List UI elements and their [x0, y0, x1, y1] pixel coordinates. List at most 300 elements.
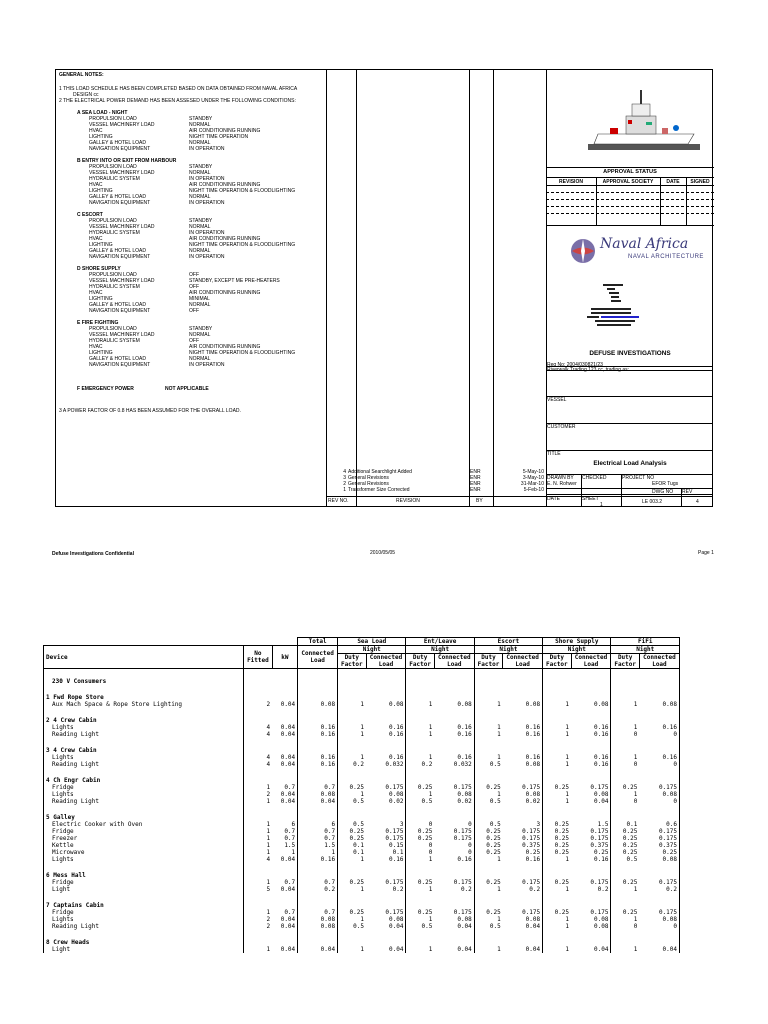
condition-value: IN OPERATION — [189, 254, 225, 260]
cell-value: 0.16 — [457, 731, 472, 738]
cell-value: 0 — [468, 821, 472, 828]
condition-item: PROPULSION LOAD — [89, 116, 137, 122]
cell-value: 1 — [406, 856, 434, 863]
dwg-label: DWG NO — [652, 489, 674, 495]
cell-value: 0.175 — [453, 828, 472, 835]
cell-value: 0.6 — [639, 821, 679, 828]
condition-value: NORMAL — [189, 224, 211, 230]
cell-value: 0.25 — [543, 842, 571, 849]
cell-value: 0.7 — [298, 879, 338, 886]
cell-value: 0.25 — [474, 784, 502, 791]
condition-item: VESSEL MACHINERY LOAD — [89, 224, 155, 230]
cell-value: 0.175 — [522, 835, 541, 842]
cell-value: 0.25 — [594, 849, 609, 856]
cell-value: 0.175 — [385, 879, 404, 886]
hdr-no-fitted: No Fitted — [244, 646, 272, 669]
cell-value: 1 — [474, 701, 502, 708]
cell-value: 0.25 — [639, 849, 679, 856]
cell-value: 0.25 — [611, 842, 639, 849]
condition-item: NAVIGATION EQUIPMENT — [89, 362, 151, 368]
cell-value: 0 — [611, 731, 639, 738]
cell-value: 1 — [406, 886, 434, 893]
condition-value: NORMAL — [189, 170, 211, 176]
cell-value: 0.08 — [298, 701, 338, 708]
cell-value: 1 — [406, 724, 434, 731]
cell-value: 0.25 — [338, 879, 366, 886]
cell-value: 0.08 — [457, 916, 472, 923]
cell-value: 0.375 — [522, 842, 541, 849]
hdr-night-2: Night — [406, 646, 474, 654]
hdr-night-4: Night — [543, 646, 611, 654]
checked-label: CHECKED — [582, 475, 607, 481]
cell-value: 1 — [244, 842, 272, 849]
cell-value: 0.16 — [298, 761, 338, 768]
device-name: 4 Ch Engr Cabin — [44, 768, 244, 784]
cell-value: 0.16 — [594, 731, 609, 738]
cell-value: 0.04 — [388, 946, 404, 953]
cell-value: 0.04 — [457, 923, 472, 930]
cell-value: 0.16 — [388, 754, 404, 761]
condition-item: HVAC — [89, 128, 103, 134]
cell-value: 0.04 — [525, 923, 541, 930]
cell-value: 2 — [244, 791, 272, 798]
cell-value: 0.04 — [594, 798, 609, 805]
cell-value: 0.16 — [457, 754, 472, 761]
note-3: 3 A POWER FACTOR OF 0.8 HAS BEEN ASSUMED FOR THE OVERALL LOAD. — [59, 408, 241, 414]
hdr-total: Total — [298, 638, 338, 646]
group-row — [44, 863, 680, 879]
cell-value: 0.08 — [298, 791, 338, 798]
condition-item: HVAC — [89, 236, 103, 242]
cell-value: 0.16 — [525, 724, 541, 731]
cell-value: 1 — [611, 886, 639, 893]
device-name: Freezer — [44, 835, 244, 842]
cell-value: 0.25 — [543, 849, 571, 856]
cell-value: 0.16 — [388, 731, 404, 738]
condition-section — [59, 110, 325, 152]
cell-value: 0.08 — [525, 916, 541, 923]
condition-row — [77, 308, 325, 314]
condition-value: NIGHT TIME OPERATION & FLOODLIGHTING — [189, 350, 296, 356]
cell-value: 0.25 — [543, 784, 571, 791]
cell-value: 2 — [244, 923, 272, 930]
table-row — [44, 886, 680, 893]
cell-value: 0.2 — [529, 886, 541, 893]
device-name: Kettle — [44, 842, 244, 849]
condition-value: AIR CONDITIONING RUNNING — [189, 290, 261, 296]
rev-label: REV — [682, 489, 693, 495]
cell-value: 0.5 — [338, 821, 366, 828]
tug-ship-illustration — [588, 88, 700, 164]
cell-value: 0.175 — [639, 909, 679, 916]
cell-value: 0.08 — [388, 916, 404, 923]
by-header: BY — [476, 498, 483, 504]
hdr-duty-factor: Duty Factor — [406, 654, 434, 669]
cell-value: 0.08 — [639, 916, 679, 923]
device-name: Aux Mach Space & Rope Store Lighting — [44, 701, 244, 708]
group-row — [44, 708, 680, 724]
hdr-shore: Shore Supply — [543, 638, 611, 646]
cell-value: 0.25 — [543, 909, 571, 916]
cell-value: 0 — [639, 798, 679, 805]
cell-value: 0.08 — [388, 791, 404, 798]
cell-value: 0.16 — [298, 731, 338, 738]
cell-value: 0.04 — [280, 923, 296, 930]
condition-section — [59, 158, 325, 206]
cell-value: 0.7 — [298, 909, 338, 916]
naval-africa-logo: Naval Africa NAVAL ARCHITECTURE — [566, 232, 706, 272]
condition-row — [77, 254, 325, 260]
cell-value: 1 — [611, 754, 639, 761]
cell-value: 0.175 — [385, 784, 404, 791]
cell-value: 0.7 — [284, 835, 296, 842]
condition-value: AIR CONDITIONING RUNNING — [189, 236, 261, 242]
cell-value: 0.5 — [611, 856, 639, 863]
cell-value: 0.16 — [298, 856, 338, 863]
project-label: PROJECT NO — [622, 475, 655, 481]
cell-value: 0.16 — [639, 724, 679, 731]
conditions-list — [59, 110, 325, 368]
cell-value: 1 — [244, 821, 272, 828]
cell-value: 0.04 — [388, 923, 404, 930]
cell-value: 1 — [406, 946, 434, 953]
cell-value: 0.175 — [639, 784, 679, 791]
cell-value: 0.02 — [388, 798, 404, 805]
revision-desc: General Revisions — [348, 481, 389, 487]
group-row — [44, 930, 680, 946]
revision-number: 3 — [343, 475, 346, 481]
cell-value: 0.16 — [594, 761, 609, 768]
hdr-ent-leave: Ent/Leave — [406, 638, 474, 646]
cell-value: 1 — [474, 946, 502, 953]
category-row — [44, 669, 680, 685]
cell-value: 0.04 — [280, 791, 296, 798]
device-name: Light — [44, 886, 244, 893]
cell-value: 1 — [406, 754, 434, 761]
condition-heading: E FIRE FIGHTING — [77, 320, 119, 326]
cell-value: 0 — [406, 821, 434, 828]
condition-value: OFF — [189, 338, 199, 344]
condition-item: HYDRAULIC SYSTEM — [89, 284, 140, 290]
condition-item: NAVIGATION EQUIPMENT — [89, 146, 151, 152]
revision-date: 5-Feb-10 — [523, 487, 544, 493]
dwg-no: LE 003.2 — [642, 499, 663, 505]
cell-value: 0.175 — [590, 879, 609, 886]
cell-value: 0 — [468, 849, 472, 856]
cell-value: 0.175 — [590, 828, 609, 835]
cell-value: 0.7 — [298, 828, 338, 835]
approval-columns: REVISION APPROVAL SOCIETY DATE SIGNED — [559, 179, 710, 185]
device-name: Microwave — [44, 849, 244, 856]
condition-item: GALLEY & HOTEL LOAD — [89, 140, 146, 146]
cell-value: 1 — [406, 701, 434, 708]
device-name: Reading Light — [44, 731, 244, 738]
condition-item: VESSEL MACHINERY LOAD — [89, 122, 155, 128]
cell-value: 2 — [244, 916, 272, 923]
cell-value: 1 — [244, 835, 272, 842]
condition-value: OFF — [189, 308, 199, 314]
cell-value: 1 — [543, 886, 571, 893]
cell-value: 0.16 — [525, 731, 541, 738]
condition-item: LIGHTING — [89, 350, 113, 356]
table-row — [44, 701, 680, 708]
rev-no-header: REV NO. — [328, 498, 349, 504]
cell-value: 0.175 — [522, 879, 541, 886]
cell-value: 3 — [399, 821, 404, 828]
cell-value: 4 — [244, 761, 272, 768]
note-2: 2 THE ELECTRICAL POWER DEMAND HAS BEEN ASSESED UNDER THE FOLLOWING CONDITIONS: — [59, 98, 296, 104]
footer-page: Page 1 — [698, 550, 714, 556]
cell-value: 1 — [338, 754, 366, 761]
cell-value: 0.25 — [611, 909, 639, 916]
cell-value: 0.08 — [594, 923, 609, 930]
condition-value: STANDBY — [189, 164, 213, 170]
device-name: Reading Light — [44, 761, 244, 768]
drawing-sheet — [55, 69, 713, 507]
condition-row — [77, 200, 325, 206]
cell-value: 0.1 — [338, 842, 366, 849]
cell-value: 0.08 — [388, 701, 404, 708]
condition-item: HVAC — [89, 182, 103, 188]
cell-value: 1 — [474, 916, 502, 923]
hdr-night-5: Night — [611, 646, 680, 654]
hdr-night-3: Night — [474, 646, 542, 654]
cell-value: 0.25 — [474, 879, 502, 886]
revision-row — [328, 487, 546, 493]
cell-value: 1 — [474, 724, 502, 731]
cell-value: 0.25 — [543, 879, 571, 886]
cell-value: 0.08 — [298, 916, 338, 923]
cell-value: 0.2 — [298, 886, 338, 893]
footer-confidential: Defuse Investigations Confidential — [52, 551, 134, 557]
hdr-connected-load: Connected Load — [571, 654, 611, 669]
note-1b: DESIGN cc — [73, 92, 99, 98]
cell-value: 0.032 — [453, 761, 472, 768]
cell-value: 0.25 — [525, 849, 541, 856]
cell-value: 0 — [468, 842, 472, 849]
table-row — [44, 761, 680, 768]
cell-value: 0.25 — [543, 835, 571, 842]
cell-value: 1 — [474, 791, 502, 798]
table-row — [44, 828, 680, 835]
device-name: 2 4 Crew Cabin — [44, 708, 244, 724]
hdr-connected-load: Connected Load — [503, 654, 543, 669]
hdr-escort: Escort — [474, 638, 542, 646]
condition-item: PROPULSION LOAD — [89, 218, 137, 224]
condition-item: PROPULSION LOAD — [89, 272, 137, 278]
cell-value: 0.5 — [474, 923, 502, 930]
condition-heading: C ESCORT — [77, 212, 103, 218]
project-no: EFOR Tugs — [652, 481, 679, 487]
cell-value: 0.2 — [406, 761, 434, 768]
cell-value: 0.25 — [611, 849, 639, 856]
table-row — [44, 856, 680, 863]
table-row — [44, 754, 680, 761]
cell-value: 1 — [406, 916, 434, 923]
cell-value: 0 — [639, 923, 679, 930]
table-row — [44, 724, 680, 731]
cell-value: 0.25 — [338, 909, 366, 916]
cell-value: 0.25 — [611, 835, 639, 842]
group-row — [44, 805, 680, 821]
condition-value: IN OPERATION — [189, 230, 225, 236]
drawn-by-label: DRAWN BY — [547, 475, 574, 481]
cell-value: 0.1 — [392, 849, 404, 856]
revision-date: 5-May-10 — [522, 469, 544, 475]
cell-value: 0 — [611, 798, 639, 805]
cell-value: 0.08 — [594, 701, 609, 708]
cell-value: 0.25 — [611, 784, 639, 791]
company-name: DEFUSE INVESTIGATIONS — [589, 350, 671, 357]
vessel-label: VESSEL — [547, 397, 567, 403]
cell-value: 1 — [543, 701, 571, 708]
footer-date: 2010/05/05 — [370, 550, 396, 556]
cell-value: 1 — [338, 916, 366, 923]
cell-value: 1 — [244, 946, 272, 953]
device-name: 1 Fwd Rope Store — [44, 685, 244, 701]
cell-value: 0.175 — [453, 879, 472, 886]
table-row — [44, 798, 680, 805]
condition-value: IN OPERATION — [189, 176, 225, 182]
globe-logo-icon — [570, 238, 596, 264]
group-row — [44, 738, 680, 754]
revision-by: ENR — [470, 475, 481, 481]
cell-value: 1 — [543, 916, 571, 923]
condition-item: LIGHTING — [89, 188, 113, 194]
cell-value: 0.175 — [522, 828, 541, 835]
load-table — [43, 637, 680, 953]
condition-value: OFF — [189, 284, 199, 290]
approval-title: APPROVAL STATUS — [603, 169, 657, 175]
cell-value: 0.25 — [474, 842, 502, 849]
cell-value: 0.04 — [525, 946, 541, 953]
cell-value: 0.2 — [338, 761, 366, 768]
cell-value: 0.175 — [590, 784, 609, 791]
cell-value: 0 — [611, 923, 639, 930]
cell-value: 0.04 — [280, 798, 296, 805]
cell-value: 0.175 — [639, 835, 679, 842]
cell-value: 0.175 — [385, 909, 404, 916]
device-name: Lights — [44, 916, 244, 923]
hdr-connected-load: Connected Load — [639, 654, 679, 669]
cell-value: 0.16 — [457, 856, 472, 863]
hdr-duty-factor: Duty Factor — [474, 654, 502, 669]
cell-value: 0.16 — [388, 724, 404, 731]
hdr-connected-load: Connected Load — [366, 654, 406, 669]
cell-value: 0.04 — [594, 946, 609, 953]
condition-value: NIGHT TIME OPERATION & FLOODLIGHTING — [189, 188, 296, 194]
group-row — [44, 893, 680, 909]
cell-value: 1 — [406, 791, 434, 798]
customer-label: CUSTOMER — [547, 424, 576, 430]
cell-value: 0.175 — [453, 784, 472, 791]
condition-value: STANDBY — [189, 116, 213, 122]
cell-value: 0.02 — [525, 798, 541, 805]
cell-value: 0.16 — [457, 724, 472, 731]
title-label: TITLE — [547, 451, 561, 457]
cell-value: 0.04 — [298, 798, 338, 805]
cell-value: 0 — [639, 761, 679, 768]
device-name: 5 Galley — [44, 805, 244, 821]
cell-value: 1 — [338, 886, 366, 893]
cell-value: 0.04 — [280, 754, 296, 761]
condition-value: NORMAL — [189, 122, 211, 128]
sheet-no: 1 — [600, 502, 603, 508]
date-label: DATE — [547, 496, 560, 502]
cell-value: 1 — [244, 879, 272, 886]
condition-value: OFF — [189, 272, 199, 278]
revision-by: ENR — [470, 481, 481, 487]
device-name: Lights — [44, 754, 244, 761]
cell-value: 0.25 — [338, 835, 366, 842]
cell-value: 0.25 — [338, 784, 366, 791]
cell-value: 1 — [338, 701, 366, 708]
condition-section — [59, 266, 325, 314]
condition-value: STANDBY, EXCEPT ME PRE-HEATERS — [189, 278, 280, 284]
cell-value: 1 — [543, 754, 571, 761]
cell-value: 0.375 — [590, 842, 609, 849]
cell-value: 1 — [244, 798, 272, 805]
device-name: Reading Light — [44, 923, 244, 930]
revision-header: REVISION — [396, 498, 420, 504]
cell-value: 1 — [543, 856, 571, 863]
cell-value: 1 — [543, 724, 571, 731]
cell-value: 0.175 — [522, 784, 541, 791]
cell-value: 1 — [244, 784, 272, 791]
group-row — [44, 768, 680, 784]
cell-value: 1 — [611, 791, 639, 798]
condition-item: GALLEY & HOTEL LOAD — [89, 302, 146, 308]
condition-item: NAVIGATION EQUIPMENT — [89, 308, 151, 314]
condition-value: AIR CONDITIONING RUNNING — [189, 344, 261, 350]
table-row — [44, 849, 680, 856]
table-row — [44, 835, 680, 842]
hdr-connected-load: Connected Load — [298, 646, 338, 669]
device-name: Light — [44, 946, 244, 953]
cell-value: 0.5 — [338, 923, 366, 930]
cell-value: 0.7 — [284, 879, 296, 886]
condition-value: NORMAL — [189, 248, 211, 254]
condition-value: NORMAL — [189, 140, 211, 146]
condition-item: LIGHTING — [89, 296, 113, 302]
cell-value: 1 — [543, 761, 571, 768]
cell-value: 0.04 — [280, 886, 296, 893]
rev-no: 4 — [696, 499, 699, 505]
revision-date: 3-May-10 — [522, 475, 544, 481]
condition-value: NORMAL — [189, 194, 211, 200]
cell-value: 1 — [474, 886, 502, 893]
condition-value: NIGHT TIME OPERATION & FLOODLIGHTING — [189, 242, 296, 248]
cell-value: 1 — [474, 856, 502, 863]
cell-value: 6 — [291, 821, 296, 828]
condition-value: MINIMAL — [189, 296, 210, 302]
cell-value: 1.5 — [284, 842, 296, 849]
cell-value: 0.175 — [385, 828, 404, 835]
hdr-connected-load: Connected Load — [434, 654, 474, 669]
cell-value: 0.16 — [594, 724, 609, 731]
table-row — [44, 916, 680, 923]
condition-value: NORMAL — [189, 332, 211, 338]
cell-value: 1 — [338, 856, 366, 863]
condition-item: GALLEY & HOTEL LOAD — [89, 194, 146, 200]
cell-value: 0.7 — [298, 784, 338, 791]
cell-value: 0.08 — [525, 791, 541, 798]
cell-value: 0 — [406, 842, 434, 849]
cell-value: 1 — [244, 828, 272, 835]
cell-value: 0.25 — [611, 828, 639, 835]
cell-value: 0.04 — [280, 946, 296, 953]
cell-value: 0.175 — [639, 828, 679, 835]
